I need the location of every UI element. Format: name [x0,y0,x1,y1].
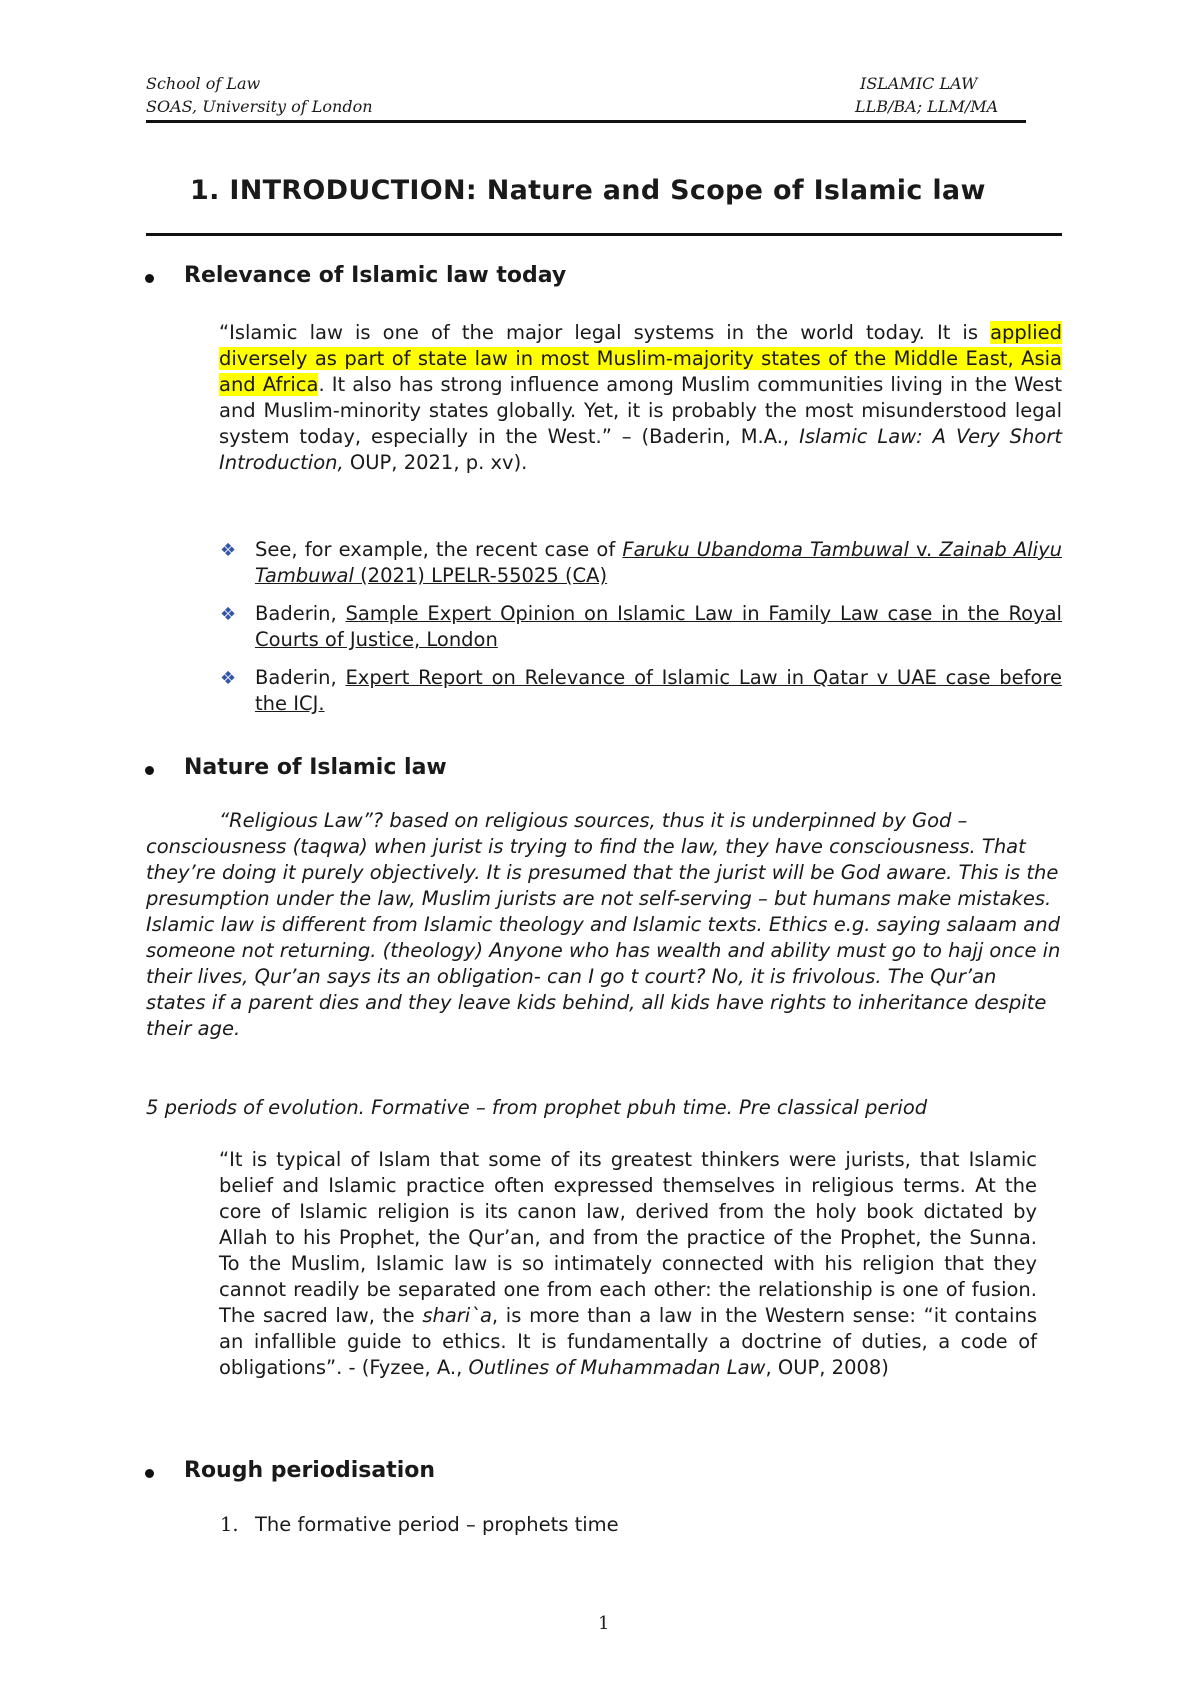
bullet-icon [145,274,154,283]
reference-text: See, for example, the recent case of [255,538,623,561]
page-number: 1 [598,1613,610,1634]
case-link[interactable]: Zainab Aliyu Tambuwal [255,538,1062,587]
reference-item [255,601,1062,653]
reference-item [255,537,1062,589]
diamond-bullet-icon: ❖ [220,540,237,561]
reference-text: Baderin, [255,666,346,689]
expert-opinion-link[interactable]: Sample Expert Opinion on Islamic Law in Family Law case in the Royal Courts of Justice, London [255,602,1062,651]
reference-item [255,665,1062,717]
header-degree: LLB/BA; LLM/MA [855,97,999,116]
quote-text: OUP, 2021, p. xv). [343,451,528,474]
quote-text: “It is typical of Islam that some of its greatest thinkers were jurists, that Islamic belief and Islamic practice often expressed themselves in religious terms. At the core of Islamic religion is its canon law, derived from the holy book dictated by Allah to his Prophet, the Qur’an, and from the practice of the Prophet, the Sunna. To the Muslim, Islamic law is so intimately connected with his religion that they cannot readily be separated one from each other: the relationship is one of fusion. The sacred law, the [219,1148,1037,1327]
list-number: 1. [220,1513,239,1536]
quote-text: . It also has strong influence among Muslim communities living in the West and Muslim-minority states globally. Yet, it is probably the most misunderstood legal system today, especially in the West.” – (Baderin, M.A., [219,373,1063,448]
quote-text: , is more than a law in the Western sense: “it contains an infallible guide to ethics. It is fundamentally a doctrine of duties, a code of obligations”. - (Fyzee, A., [219,1304,1037,1379]
term: shari`a [422,1304,492,1327]
title-divider [146,233,1062,236]
quote-fyzee [219,1147,1037,1381]
header-divider [146,120,1026,123]
diamond-bullet-icon: ❖ [220,604,237,625]
header-university: SOAS, University of London [146,97,373,116]
quote-text: “Islamic law is one of the major legal systems in the world today. It is [219,321,991,344]
book-title: Islamic Law: A Very Short Introduction, [219,425,1062,474]
section-heading-periodisation: Rough periodisation [184,1458,436,1483]
page-title: 1. INTRODUCTION: Nature and Scope of Islamic law [190,175,986,206]
case-link[interactable]: Faruku Ubandoma Tambuwal [622,538,909,561]
case-citation[interactable]: (2021) LPELR-55025 (CA) [353,564,608,587]
reference-text: Baderin, [255,602,346,625]
expert-report-link[interactable]: Expert Report on Relevance of Islamic Law in Qatar v UAE case before the ICJ. [255,666,1062,715]
section-heading-relevance: Relevance of Islamic law today [184,263,567,288]
list-item: The formative period – prophets time [255,1513,619,1536]
nature-paragraph: “Religious Law”? based on religious sources, thus it is underpinned by God – consciousness (taqwa) when jurist is trying to find the law, they have consciousness. That they’re doing it purely objectively. It is presumed that the jurist will be God aware. This is the presumption under the law, Muslim jurists are not self-serving – but humans make mistakes. Islamic law is different from Islamic theology and Islamic texts. Ethics e.g. saying salaam and someone not returning. (theology) Anyone who has wealth and ability must go to hajj once in their lives, Qur’an says its an obligation- can I go t court? No, it is frivolous. The Qur’an states if a parent dies and they leave kids behind, all kids have rights to inheritance despite their age. [146,809,1061,1040]
diamond-bullet-icon: ❖ [220,668,237,689]
bullet-icon [145,1469,154,1478]
book-title: Outlines of Muhammadan Law [468,1356,766,1379]
header-course: ISLAMIC LAW [860,74,978,93]
highlighted-text: applied diversely as part of state law in most Muslim-majority states of the Middle East, Asia and Africa [219,321,1062,396]
quote-text: , OUP, 2008) [765,1356,889,1379]
bullet-icon [145,766,154,775]
header-school: School of Law [146,74,261,93]
quote-baderin [219,320,1062,476]
periods-paragraph: 5 periods of evolution. Formative – from prophet pbuh time. Pre classical period [146,1096,928,1119]
case-link[interactable]: v. [908,538,940,561]
section-heading-nature: Nature of Islamic law [184,755,447,780]
